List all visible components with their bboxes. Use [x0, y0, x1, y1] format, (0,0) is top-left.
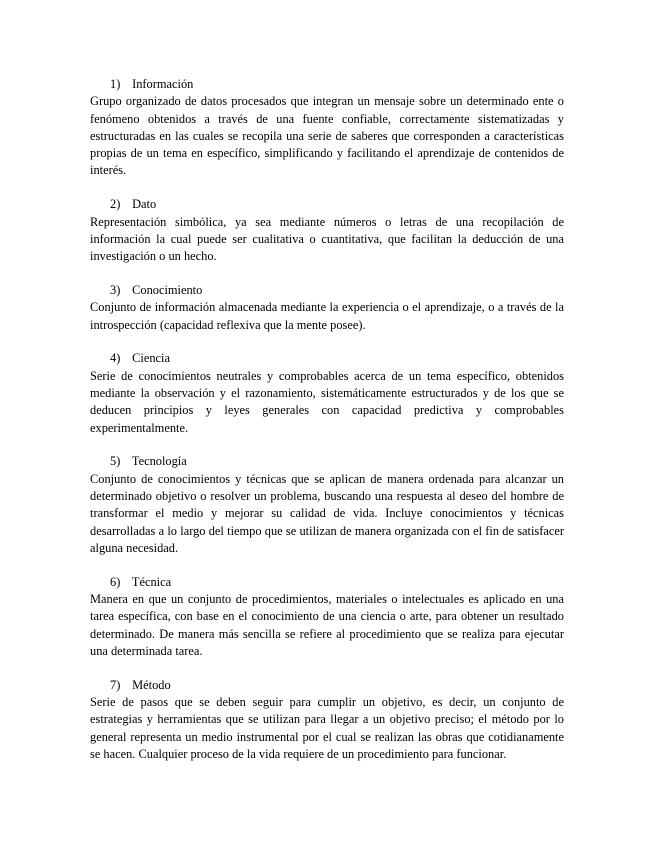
- entry-number: 2): [110, 197, 121, 212]
- entry-heading: [90, 76, 564, 93]
- entry-title: Dato: [132, 197, 157, 212]
- definition-entry: [90, 574, 564, 660]
- entry-title: Información: [132, 77, 194, 91]
- entry-title: Ciencia: [132, 351, 170, 366]
- entry-text: Conjunto de información almacenada mediante la experiencia o el aprendizaje, o a través de la introspección (capacidad reflexiva que la mente posee).: [90, 300, 564, 332]
- entry-number: 1): [110, 77, 121, 91]
- entry-heading: [90, 196, 564, 213]
- entry-number: 6): [110, 574, 121, 589]
- definition-entry: [90, 196, 564, 265]
- entry-title: Método: [132, 677, 171, 692]
- entry-number: 7): [110, 677, 121, 692]
- entry-number: 4): [110, 351, 121, 366]
- entry-heading: [90, 350, 564, 367]
- entry-heading: [90, 677, 564, 694]
- definition-list: [90, 76, 564, 780]
- entry-heading: [90, 453, 564, 470]
- definition-entry: [90, 350, 564, 436]
- definition-entry: [90, 282, 564, 334]
- entry-title: Técnica: [131, 574, 172, 589]
- entry-text: Serie de pasos que se deben seguir para cumplir un objetivo, es decir, un conjunto de estrategias y herramientas que se utilizan para llegar a un objetivo preciso; el método por lo general representa un medio instrumental por el cual se realizan las obras que cotidianamente se hacen. Cualquier proceso de la vida requiere de un procedimiento para funcionar.: [90, 694, 564, 761]
- entry-heading: [90, 574, 564, 591]
- entry-title: Tecnología: [131, 454, 187, 469]
- entry-title: Conocimiento: [132, 282, 203, 297]
- definition-entry: [90, 76, 564, 180]
- entry-text: Conjunto de conocimientos y técnicas que se aplican de manera ordenada para alcanzar un determinado objetivo o resolver un problema, buscando una respuesta al deseo del hombre de transformar el medio y mejorar su calidad de vida. Incluye conocimientos y técnicas desarrolladas a lo largo del tiempo que se utilizan de manera organizada con el fin de satisfacer alguna necesidad.: [90, 471, 564, 555]
- entry-heading: [90, 282, 564, 299]
- entry-text: Manera en que un conjunto de procedimientos, materiales o intelectuales es aplicado en una tarea específica, con base en el conocimiento de una ciencia o arte, para obtener un resultado determinado. De manera más sencilla se refiere al procedimiento que se realiza para ejecutar una determinada tarea.: [90, 591, 564, 658]
- definition-entry: [90, 453, 564, 557]
- entry-number: 3): [110, 282, 121, 297]
- entry-text: Grupo organizado de datos procesados que integran un mensaje sobre un determinado ente o fenómeno obtenidos a través de una fuente confiable, correctamente sistematizadas y estructuradas en las cuales se recopila una serie de saberes que corresponden a características propias de un tema en específico, simplificando y facilitando el aprendizaje de contenidos de interés.: [90, 94, 564, 178]
- entry-text: Representación simbólica, ya sea mediante números o letras de una recopilación de información la cual puede ser cualitativa o cuantitativa, que facilitan la deducción de una investigación o un hecho.: [90, 214, 564, 264]
- entry-text: Serie de conocimientos neutrales y comprobables acerca de un tema específico, obtenidos mediante la observación y el razonamiento, sistemáticamente estructurados y de los que se deducen principios y leyes generales con capacidad predictiva y comprobables experimentalmente.: [90, 368, 564, 435]
- definition-entry: [90, 677, 564, 763]
- entry-number: 5): [110, 454, 121, 469]
